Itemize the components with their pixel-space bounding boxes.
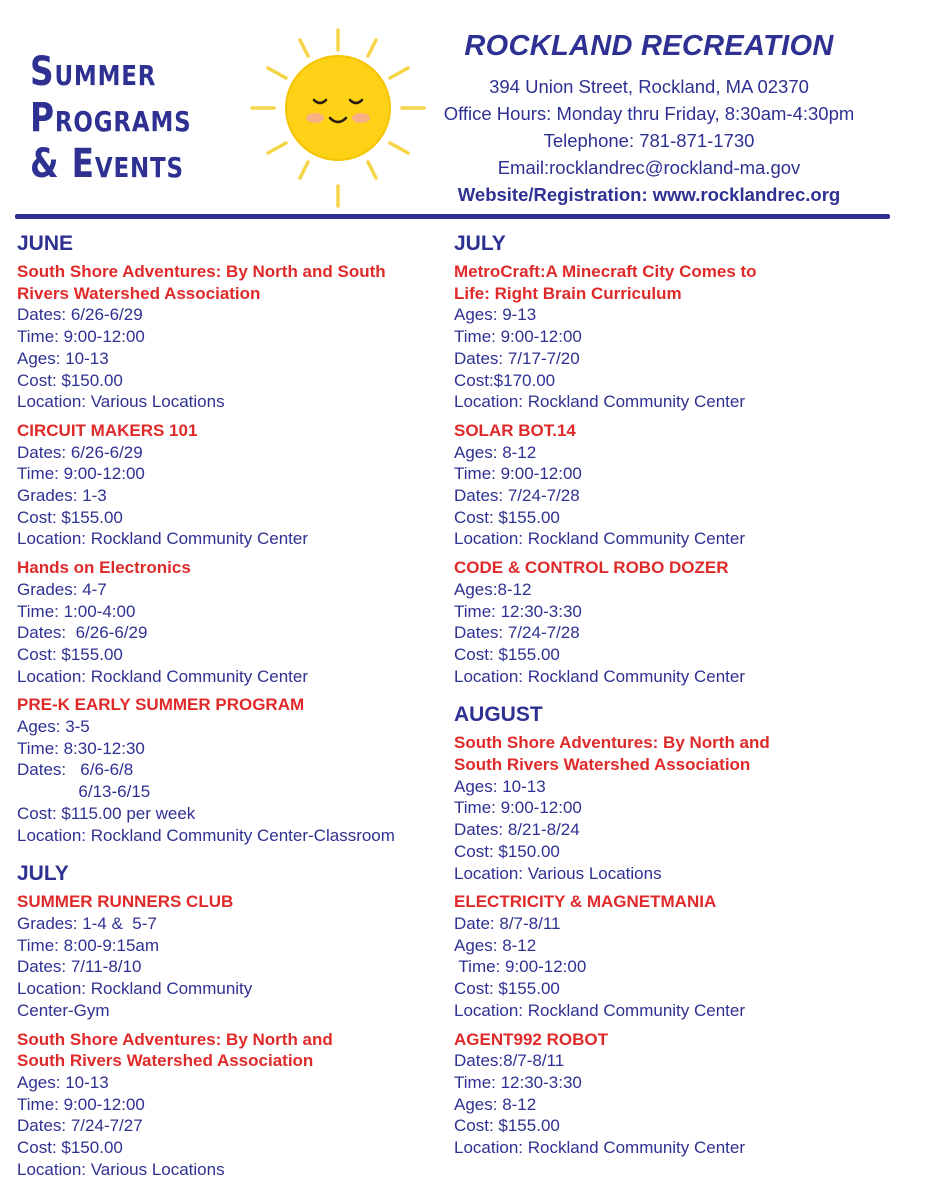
program-detail: Center-Gym [17, 1000, 110, 1020]
program-name: MetroCraft:A Minecraft City Comes to [454, 262, 757, 281]
program-detail: Cost: $150.00 [17, 1138, 123, 1158]
program-detail: Grades: 4-7 [17, 579, 107, 599]
program-detail: Location: Rockland Community Center [454, 1000, 746, 1020]
program-detail: Time: 9:00-12:00 [17, 327, 145, 347]
program-name: Rivers Watershed Association [17, 283, 261, 303]
program-name: South Rivers Watershed Association [17, 1051, 314, 1071]
program-name: PRE-K EARLY SUMMER PROGRAM [17, 695, 305, 715]
program-entry [17, 1029, 437, 1181]
title-line: Programs [30, 95, 192, 141]
program-detail: Time: 9:00-12:00 [17, 464, 145, 484]
program-detail: Grades: 1-4 & 5-7 [17, 913, 157, 933]
program-entry [17, 261, 437, 413]
program-entry [454, 732, 884, 884]
program-detail: Ages:8-12 [454, 579, 532, 599]
organization-name: ROCKLAND RECREATION [464, 30, 834, 62]
program-detail: Location: Rockland Community Center [454, 666, 746, 686]
title-line: & Events [30, 141, 184, 187]
program-detail: Ages: 8-12 [454, 935, 537, 955]
program-entry [17, 420, 437, 550]
address: 394 Union Street, Rockland, MA 02370 [489, 76, 809, 97]
program-detail: Cost: $155.00 [454, 507, 560, 527]
program-entry [454, 261, 884, 413]
program-detail: Time: 9:00-12:00 [454, 327, 582, 347]
program-detail: Dates: 6/26-6/29 [17, 442, 143, 462]
left-column [17, 232, 437, 1187]
program-name: SUMMER RUNNERS CLUB [17, 892, 234, 912]
program-name: Hands on Electronics [17, 558, 191, 578]
program-detail: Dates: 6/26-6/29 [17, 623, 148, 643]
program-list-july [454, 261, 884, 687]
program-name: South Shore Adventures: By North and South [17, 262, 386, 281]
program-entry [17, 557, 437, 687]
program-detail: Dates: 7/11-8/10 [17, 957, 142, 977]
program-detail: Dates: 8/21-8/24 [454, 820, 580, 840]
month-heading-july: JULY [454, 232, 506, 255]
title-line: Summer [30, 49, 157, 95]
program-detail: Time: 8:00-9:15am [17, 935, 160, 955]
program-detail: Location: Various Locations [17, 1159, 225, 1179]
program-detail: Cost: $155.00 [454, 979, 560, 999]
program-name: Life: Right Brain Curriculum [454, 283, 682, 303]
program-name: ELECTRICITY & MAGNETMANIA [454, 892, 717, 912]
program-name: South Shore Adventures: By North and [454, 733, 770, 753]
program-detail: Time: 9:00-12:00 [454, 798, 582, 818]
program-detail: Dates:8/7-8/11 [454, 1051, 565, 1071]
month-heading-june: JUNE [17, 232, 74, 255]
program-detail: Ages: 9-13 [454, 305, 537, 325]
program-detail: Grades: 1-3 [17, 486, 107, 506]
office-hours: Office Hours: Monday thru Friday, 8:30am-4:30pm [443, 103, 855, 124]
program-detail: Dates: 7/17-7/20 [454, 348, 580, 368]
telephone: Telephone: 781-871-1730 [543, 130, 755, 151]
program-detail: Cost: $150.00 [454, 841, 560, 861]
program-detail: Cost: $150.00 [17, 370, 123, 390]
program-detail: Time: 9:00-12:00 [17, 1094, 145, 1114]
program-detail: Cost: $115.00 per week [17, 803, 196, 823]
program-detail: Dates: 7/24-7/28 [454, 623, 580, 643]
program-detail: Dates: 6/6-6/8 [17, 760, 134, 780]
program-name: AGENT992 ROBOT [454, 1029, 608, 1049]
program-detail: Dates: 7/24-7/28 [454, 486, 580, 506]
program-entry [454, 1029, 884, 1159]
program-detail: Cost: $155.00 [454, 644, 560, 664]
program-detail: Location: Rockland Community Center [454, 529, 746, 549]
right-column [454, 232, 884, 1166]
program-detail: Dates: 6/26-6/29 [17, 305, 143, 325]
program-detail: Location: Rockland Community Center [454, 1138, 746, 1158]
smiling-sun-icon [248, 28, 428, 208]
program-detail: Ages: 3-5 [17, 717, 90, 737]
program-list-july [17, 891, 437, 1180]
program-detail: Location: Rockland Community [17, 979, 253, 999]
program-detail: Dates: 7/24-7/27 [17, 1116, 143, 1136]
program-name: CODE & CONTROL ROBO DOZER [454, 558, 729, 578]
program-detail: Ages: 8-12 [454, 1094, 537, 1114]
month-heading-july: JULY [17, 862, 69, 886]
program-name: South Shore Adventures: By North and [17, 1029, 333, 1049]
program-detail: Location: Rockland Community Center [454, 392, 746, 412]
program-detail: Ages: 10-13 [17, 348, 109, 368]
program-detail: Cost:$170.00 [454, 370, 556, 390]
program-name: CIRCUIT MAKERS 101 [17, 420, 198, 440]
program-detail: Time: 12:30-3:30 [454, 1072, 582, 1092]
program-entry [454, 420, 884, 550]
program-detail: Cost: $155.00 [454, 1116, 560, 1136]
program-list-june [17, 261, 437, 846]
program-list-august [454, 732, 884, 1158]
program-detail: Location: Various Locations [17, 392, 225, 412]
program-detail: Location: Rockland Community Center [17, 666, 309, 686]
program-detail: Location: Various Locations [454, 863, 662, 883]
program-name: SOLAR BOT.14 [454, 420, 576, 440]
program-detail: Time: 9:00-12:00 [454, 464, 582, 484]
program-detail: Location: Rockland Community Center-Classroom [17, 825, 395, 845]
program-detail: Cost: $155.00 [17, 644, 123, 664]
program-detail: Location: Rockland Community Center [17, 529, 309, 549]
program-detail: Time: 9:00-12:00 [454, 957, 587, 977]
program-detail: Ages: 8-12 [454, 442, 537, 462]
program-entry [17, 694, 437, 846]
program-name: South Rivers Watershed Association [454, 755, 751, 775]
program-detail: Date: 8/7-8/11 [454, 913, 561, 933]
program-detail: 6/13-6/15 [17, 782, 151, 802]
month-heading-august: AUGUST [454, 703, 543, 727]
program-detail: Ages: 10-13 [454, 776, 546, 796]
program-entry [454, 891, 884, 1021]
page-title [30, 49, 250, 190]
program-detail: Cost: $155.00 [17, 507, 123, 527]
website-link[interactable]: Website/Registration: www.rocklandrec.org [457, 184, 841, 205]
header-divider [15, 214, 890, 219]
program-detail: Time: 8:30-12:30 [17, 738, 145, 758]
email[interactable]: Email:rocklandrec@rockland-ma.gov [497, 157, 801, 178]
program-detail: Time: 1:00-4:00 [17, 601, 136, 621]
program-entry [454, 557, 884, 687]
program-detail: Ages: 10-13 [17, 1072, 109, 1092]
contact-header [428, 30, 870, 208]
program-entry [17, 891, 437, 1021]
program-detail: Time: 12:30-3:30 [454, 601, 582, 621]
